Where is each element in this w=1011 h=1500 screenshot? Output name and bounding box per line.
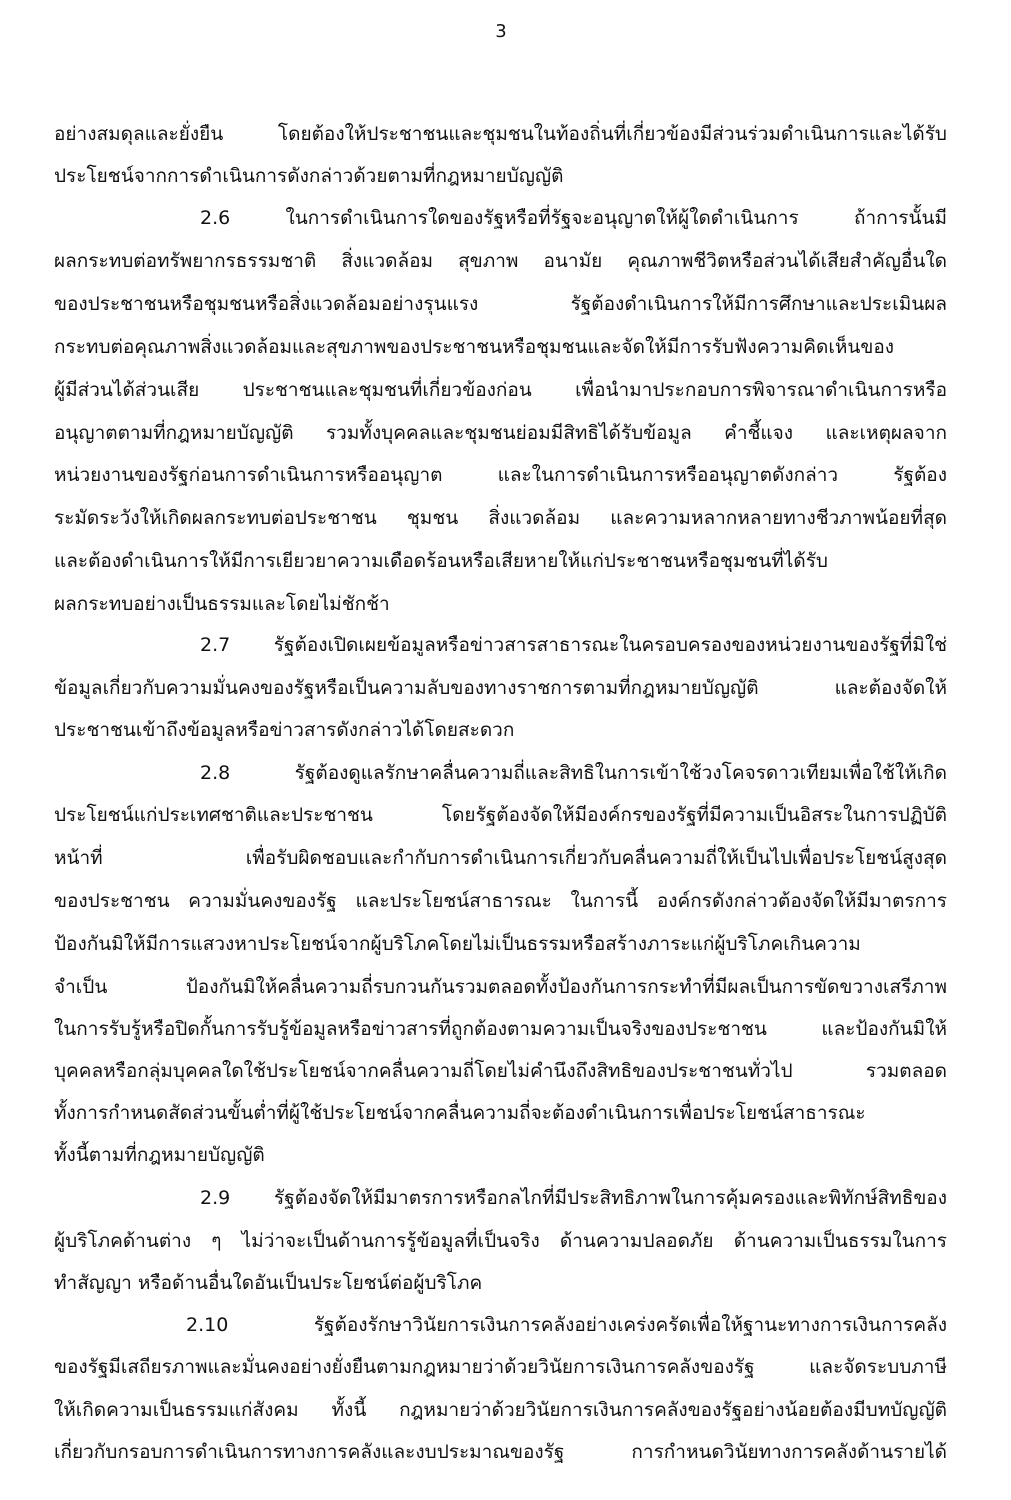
paragraph-line: อย่างสมดุลและยั่งยืน โดยต้องให้ประชาชนและชุมชนในท้องถิ่นที่เกี่ยวข้องมีส่วนร่วมดำเนินการและได้รับ (54, 123, 947, 145)
paragraph-line: ผลกระทบอย่างเป็นธรรมและโดยไม่ชักช้า (54, 593, 390, 615)
paragraph-line: 2.9 รัฐต้องจัดให้มีมาตรการหรือกลไกที่มีประสิทธิภาพในการคุ้มครองและพิทักษ์สิทธิของ (200, 1187, 947, 1209)
page-number: 3 (495, 21, 507, 42)
paragraph-line: อนุญาตตามที่กฎหมายบัญญัติ รวมทั้งบุคคลและชุมชนย่อมมีสิทธิได้รับข้อมูล คำชี้แจง และเหตุผลจาก (54, 422, 947, 444)
paragraph-line: หน่วยงานของรัฐก่อนการดำเนินการหรืออนุญาต และในการดำเนินการหรืออนุญาตดังกล่าว รัฐต้อง (54, 464, 947, 486)
paragraph-line: กระทบต่อคุณภาพสิ่งแวดล้อมและสุขภาพของประชาชนหรือชุมชนและจัดให้มีการรับฟังความคิดเห็นของ (54, 336, 895, 358)
paragraph-line: ผู้มีส่วนได้ส่วนเสีย ประชาชนและชุมชนที่เกี่ยวข้องก่อน เพื่อนำมาประกอบการพิจารณาดำเนินการหรือ (54, 379, 947, 401)
paragraph-line: ของประชาชน ความมั่นคงของรัฐ และประโยชน์สาธารณะ ในการนี้ องค์กรดังกล่าวต้องจัดให้มีมาตรการ (54, 890, 947, 912)
paragraph-line: ระมัดระวังให้เกิดผลกระทบต่อประชาชน ชุมชน สิ่งแวดล้อม และความหลากหลายทางชีวภาพน้อยที่สุด (54, 507, 947, 529)
paragraph-line: ทั้งการกำหนดสัดส่วนขั้นต่ำที่ผู้ใช้ประโยชน์จากคลื่นความถี่จะต้องดำเนินการเพื่อประโยชน์สาธารณะ (54, 1102, 866, 1124)
paragraph-line: ให้เกิดความเป็นธรรมแก่สังคม ทั้งนี้ กฎหมายว่าด้วยวินัยการเงินการคลังของรัฐอย่างน้อยต้องมีบทบัญญัติ (54, 1399, 947, 1421)
paragraph-line: 2.10 รัฐต้องรักษาวินัยการเงินการคลังอย่างเคร่งครัดเพื่อให้ฐานะทางการเงินการคลัง (186, 1314, 947, 1336)
paragraph-line: จำเป็น ป้องกันมิให้คลื่นความถี่รบกวนกันรวมตลอดทั้งป้องกันการกระทำที่มีผลเป็นการขัดขวางเสรีภาพ (54, 976, 947, 998)
paragraph-line: ของรัฐมีเสถียรภาพและมั่นคงอย่างยั่งยืนตามกฎหมายว่าด้วยวินัยการเงินการคลังของรัฐ และจัดระบบภาษี (54, 1356, 947, 1378)
paragraph-line: ป้องกันมิให้มีการแสวงหาประโยชน์จากผู้บริโภคโดยไม่เป็นธรรมหรือสร้างภาระแก่ผู้บริโภคเกินความ (54, 933, 861, 955)
paragraph-line: ประชาชนเข้าถึงข้อมูลหรือข่าวสารดังกล่าวได้โดยสะดวก (54, 719, 515, 741)
paragraph-line: 2.8 รัฐต้องดูแลรักษาคลื่นความถี่และสิทธิในการเข้าใช้วงโคจรดาวเทียมเพื่อใช้ให้เกิด (200, 762, 947, 784)
paragraph-line: ทั้งนี้ตามที่กฎหมายบัญญัติ (54, 1144, 265, 1166)
paragraph-line: ประโยชน์แก่ประเทศชาติและประชาชน โดยรัฐต้องจัดให้มีองค์กรของรัฐที่มีความเป็นอิสระในการปฏิบัติ (54, 804, 947, 826)
paragraph-line: บุคคลหรือกลุ่มบุคคลใดใช้ประโยชน์จากคลื่นความถี่โดยไม่คำนึงถึงสิทธิของประชาชนทั่วไป รวมตลอด (54, 1060, 947, 1082)
paragraph-line: 2.6 ในการดำเนินการใดของรัฐหรือที่รัฐจะอนุญาตให้ผู้ใดดำเนินการ ถ้าการนั้นมี (200, 207, 947, 229)
paragraph-line: และต้องดำเนินการให้มีการเยียวยาความเดือดร้อนหรือเสียหายให้แก่ประชาชนหรือชุมชนที่ได้รับ (54, 550, 828, 572)
paragraph-line: เกี่ยวกับกรอบการดำเนินการทางการคลังและงบประมาณของรัฐ การกำหนดวินัยทางการคลังด้านรายได้ (54, 1441, 947, 1463)
paragraph-line: ผลกระทบต่อทรัพยากรธรรมชาติ สิ่งแวดล้อม สุขภาพ อนามัย คุณภาพชีวิตหรือส่วนได้เสียสำคัญอื่นใด (54, 250, 947, 272)
paragraph-line: 2.7 รัฐต้องเปิดเผยข้อมูลหรือข่าวสารสาธารณะในครอบครองของหน่วยงานของรัฐที่มิใช่ (200, 634, 947, 656)
paragraph-line: ผู้บริโภคด้านต่าง ๆ ไม่ว่าจะเป็นด้านการรู้ข้อมูลที่เป็นจริง ด้านความปลอดภัย ด้านความเป็นธรรมในการ (54, 1230, 947, 1252)
paragraph-line: ประโยชน์จากการดำเนินการดังกล่าวด้วยตามที่กฎหมายบัญญัติ (54, 165, 564, 187)
paragraph-line: ในการรับรู้หรือปิดกั้นการรับรู้ข้อมูลหรือข่าวสารที่ถูกต้องตามความเป็นจริงของประชาชน และป้องกันมิให้ (54, 1018, 947, 1040)
paragraph-line: ข้อมูลเกี่ยวกับความมั่นคงของรัฐหรือเป็นความลับของทางราชการตามที่กฎหมายบัญญัติ และต้องจัดให้ (54, 677, 947, 699)
paragraph-line: ของประชาชนหรือชุมชนหรือสิ่งแวดล้อมอย่างรุนแรง รัฐต้องดำเนินการให้มีการศึกษาและประเมินผล (54, 293, 947, 315)
paragraph-line: ทำสัญญา หรือด้านอื่นใดอันเป็นประโยชน์ต่อผู้บริโภค (54, 1272, 483, 1294)
paragraph-line: หน้าที่ เพื่อรับผิดชอบและกำกับการดำเนินการเกี่ยวกับคลื่นความถี่ให้เป็นไปเพื่อประโยชน์สูงสุด (54, 847, 947, 869)
